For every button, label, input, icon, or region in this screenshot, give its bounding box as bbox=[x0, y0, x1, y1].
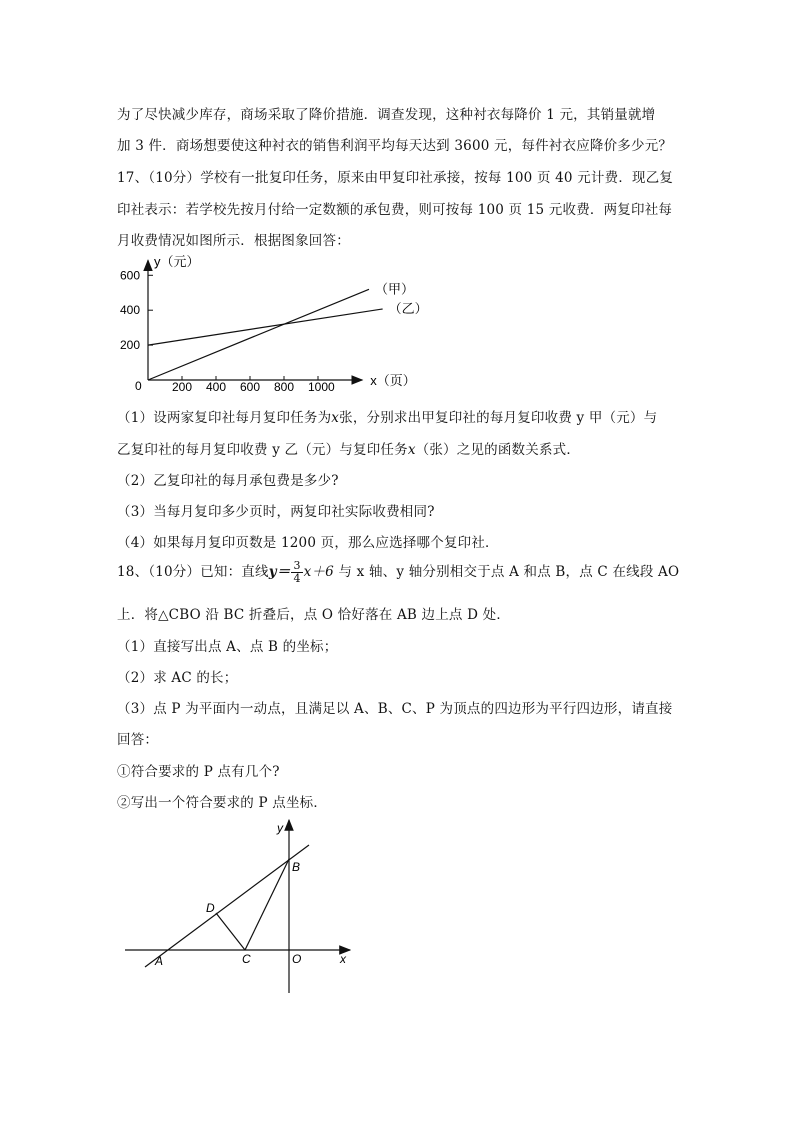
q17-part1-text-a: （1）设两家复印社每月复印任务为 bbox=[117, 410, 332, 426]
q18-item-1: ①符合要求的 P 点有几个? bbox=[117, 764, 280, 780]
y-axis-title: y（元） bbox=[154, 254, 200, 269]
series-label-2: （乙） bbox=[388, 300, 428, 316]
x-tick-label: 400 bbox=[206, 380, 227, 394]
fee-chart bbox=[110, 250, 430, 400]
label-C: C bbox=[242, 952, 251, 966]
x-tick-label: 1000 bbox=[308, 380, 335, 394]
origin-label: 0 bbox=[135, 379, 142, 393]
text-line-2: 加 3 件．商场想要使这种衬衣的销售利润平均每天达到 3600 元，每件衬衣应降价多少元？ bbox=[117, 138, 673, 154]
label-x: x bbox=[340, 952, 346, 966]
text-line-1: 为了尽快减少库存，商场采取了降价措施．调查发现，这种衬衣每降价 1 元，其销量就增 bbox=[117, 107, 656, 123]
q18-head: 18、（10分）已知：直线 bbox=[117, 564, 269, 580]
q18-part3-line2: 回答： bbox=[117, 732, 159, 748]
segment-DC bbox=[216, 913, 245, 950]
q17-part3: （3）当每月复印多少页时，两复印社实际收费相同? bbox=[117, 504, 435, 520]
series-label-1: （甲） bbox=[375, 281, 415, 297]
q17-part2: （2）乙复印社的每月承包费是多少? bbox=[117, 473, 339, 489]
q18-fraction bbox=[291, 560, 302, 585]
y-tick-label: 600 bbox=[120, 268, 141, 283]
q17-part1-line1 bbox=[117, 406, 657, 426]
q17-line-3: 月收费情况如图所示．根据图象回答： bbox=[117, 233, 350, 249]
label-D: D bbox=[206, 901, 215, 915]
q18-part1: （1）直接写出点 A、点 B 的坐标； bbox=[117, 639, 338, 655]
q18-part2: （2）求 AC 的长； bbox=[117, 670, 238, 686]
label-A: A bbox=[155, 954, 164, 968]
q18-head-rest: 与 x 轴、y 轴分别相交于点 A 和点 B，点 C 在线段 AO bbox=[333, 564, 680, 580]
x-tick-label: 200 bbox=[172, 380, 193, 394]
geometry-figure bbox=[115, 815, 365, 1000]
q18-frac-den: 4 bbox=[293, 572, 301, 585]
q18-item-2: ②写出一个符合要求的 P 点坐标． bbox=[117, 795, 328, 811]
line-AB bbox=[145, 845, 309, 967]
y-tick-label: 400 bbox=[120, 303, 141, 318]
x-axis-title: x（页） bbox=[370, 373, 416, 388]
q18-eq-rest: x＋6 bbox=[303, 564, 334, 580]
segment-BC bbox=[245, 859, 289, 950]
q17-part1-text-d: （张）之见的函数关系式． bbox=[415, 442, 581, 458]
label-y: y bbox=[277, 821, 283, 835]
q18-line-1 bbox=[117, 560, 679, 585]
q17-part1-var: x bbox=[331, 410, 340, 426]
q18-line-2: 上．将△CBO 沿 BC 折叠后，点 O 恰好落在 AB 边上点 D 处． bbox=[117, 607, 511, 623]
q17-part4: （4）如果每月复印页数是 1200 页，那么应选择哪个复印社． bbox=[117, 535, 499, 551]
series-line-2 bbox=[148, 309, 383, 345]
label-O: O bbox=[292, 952, 302, 966]
q17-part1-line2 bbox=[117, 438, 580, 458]
q17-line-2: 印社表示：若学校先按月付给一定数额的承包费，则可按每 100 页 15 元收费．两复印社每 bbox=[117, 202, 673, 218]
q17-part1-var2: x bbox=[407, 442, 416, 458]
series-line-1 bbox=[148, 289, 369, 380]
y-tick-label: 200 bbox=[120, 338, 141, 353]
q17-part1-text-b: 张，分别求出甲复印社的每月复印收费 y 甲（元）与 bbox=[339, 410, 658, 426]
q17-part1-text-c: 乙复印社的每月复印收费 y 乙（元）与复印任务 bbox=[117, 442, 408, 458]
q17-line-1: 17、（10分）学校有一批复印任务，原来由甲复印社承接，按每 100 页 40 元计费．现乙复 bbox=[117, 170, 674, 186]
q18-eq-y: y＝ bbox=[268, 564, 291, 580]
label-B: B bbox=[292, 860, 301, 874]
q18-frac-num: 3 bbox=[293, 559, 301, 572]
x-tick-label: 600 bbox=[240, 380, 261, 394]
x-tick-label: 800 bbox=[274, 380, 295, 394]
q18-part3-line1: （3）点 P 为平面内一动点，且满足以 A、B、C、P 为顶点的四边形为平行四边形，请直接 bbox=[117, 701, 673, 717]
